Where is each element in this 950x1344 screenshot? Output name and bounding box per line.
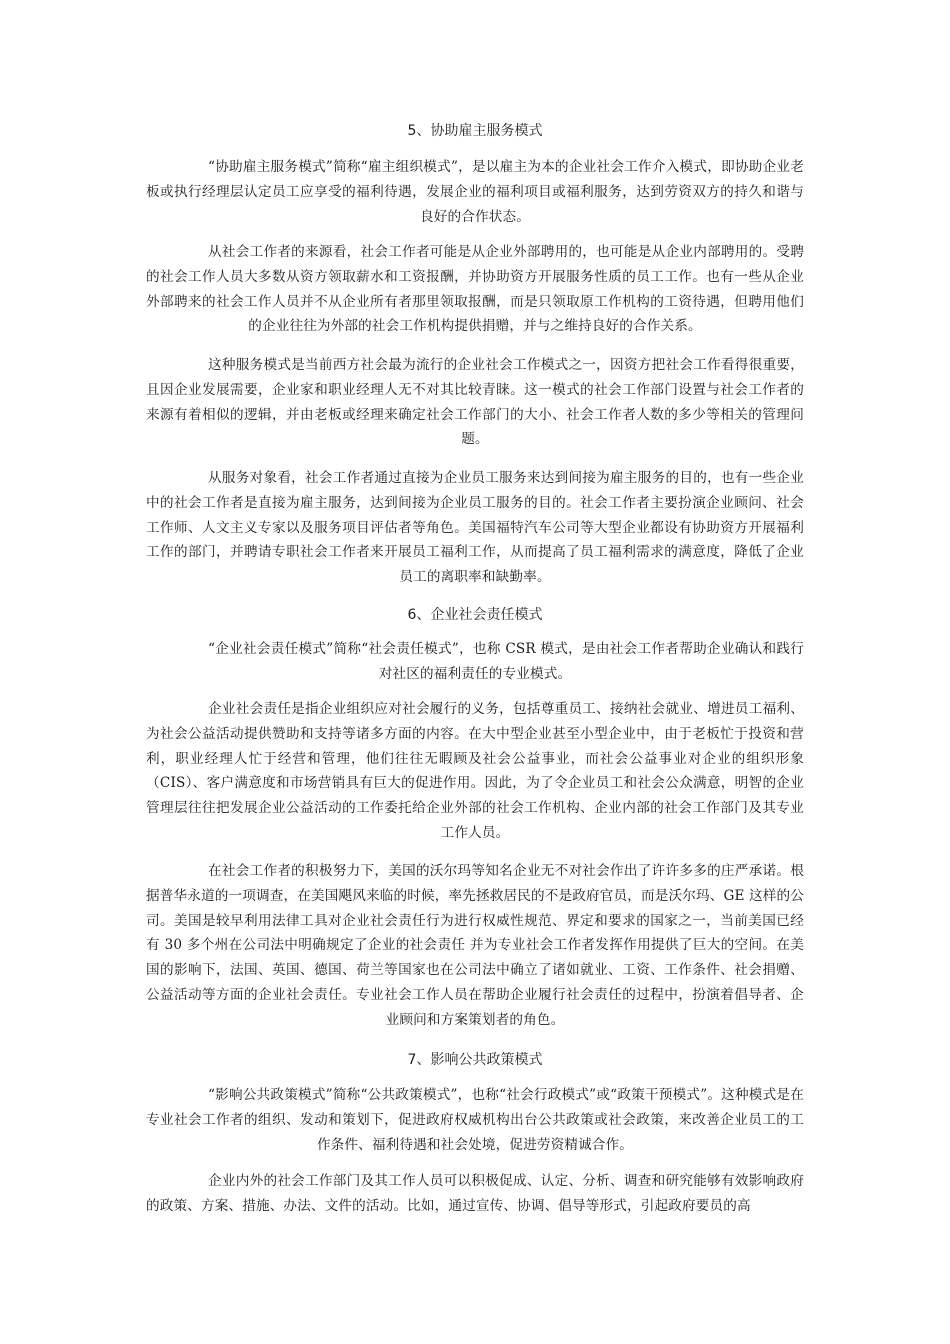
paragraph: 企业社会责任是指企业组织应对社会履行的义务，包括尊重员工、接纳社会就业、增进员工福利、为社会公益活动提供赞助和支持等诸多方面的内容。在大中型企业甚至小型企业中，由于老板忙于投资和营利，职业经理人忙于经营和管理，他们往往无暇顾及社会公益事业，而社会公益事业对企业的组织形象（CIS）、客户满意度和市场营销具有巨大的促进作用。因此，为了令企业员工和社会公众满意，明智的企业管理层往往把发展企业公益活动的工作委托给企业外部的社会工作机构、企业内部的社会工作部门及其专业工作人员。 [146, 701, 804, 841]
paragraph: “协助雇主服务模式”简称“雇主组织模式”，是以雇主为本的企业社会工作介入模式，即协助企业老板或执行经理层认定员工应享受的福利待遇，发展企业的福利项目或福利服务，达到劳资双方的持久和谐与良好的合作状态。 [146, 159, 804, 225]
paragraph: “影响公共政策模式”简称“公共政策模式”，也称“社会行政模式”或“政策干预模式”。这种模式是在专业社会工作者的组织、发动和策划下，促进政府权威机构出台公共政策或社会政策，来改善企业员工的工作条件、福利待遇和社会处境，促进劳资精诚合作。 [146, 1087, 804, 1153]
paragraph: 从服务对象看，社会工作者通过直接为企业员工服务来达到间接为雇主服务的目的，也有一些企业中的社会工作者是直接为雇主服务，达到间接为企业员工服务的目的。社会工作者主要扮演企业顾问、社会工作师、人文主义专家以及服务项目评估者等角色。美国福特汽车公司等大型企业都设有协助资方开展福利工作的部门，并聘请专职社会工作者来开展员工福利工作，从而提高了员工福利需求的满意度，降低了企业员工的离职率和缺勤率。 [146, 470, 804, 586]
section-heading-6: 6、企业社会责任模式 [407, 607, 543, 623]
paragraph: 企业内外的社会工作部门及其工作人员可以积极促成、认定、分析、调查和研究能够有效影响政府的政策、方案、措施、办法、文件的活动。比如，通过宣传、协调、倡导等形式，引起政府要员的高 [146, 1173, 804, 1214]
paragraph: 在社会工作者的积极努力下，美国的沃尔玛等知名企业无不对社会作出了许许多多的庄严承诺。根据普华永道的一项调查，在美国飓风来临的时候，率先拯救居民的不是政府官员，而是沃尔玛、GE 这样的公司。美国是较早利用法律工具对企业社会责任行为进行权威性规范、界定和要求的国家之一，当前美国已经有 30 多个州在公司法中明确规定了企业的社会责任 并为专业社会工作者发挥作用提供了巨大的空间。在美国的影响下，法国、英国、德国、荷兰等国家也在公司法中确立了诸如就业、工资、工作条件、社会捐赠、公益活动等方面的企业社会责任。专业社会工作人员在帮助企业履行社会责任的过程中，扮演着倡导者、企业顾问和方案策划者的角色。 [146, 863, 804, 1028]
paragraph: 从社会工作者的来源看，社会工作者可能是从企业外部聘用的，也可能是从企业内部聘用的。受聘的社会工作人员大多数从资方领取薪水和工资报酬，并协助资方开展服务性质的员工工作。也有一些从企业外部聘来的社会工作人员并不从企业所有者那里领取报酬，而是只领取原工作机构的工资待遇，但聘用他们的企业往往为外部的社会工作机构提供捐赠，并与之维持良好的合作关系。 [146, 244, 804, 335]
paragraph: “企业社会责任模式”简称“社会责任模式”，也称 CSR 模式，是由社会工作者帮助企业确认和践行对社区的福利责任的专业模式。 [208, 641, 804, 682]
section-heading-7: 7、影响公共政策模式 [407, 1052, 543, 1068]
paragraph: 这种服务模式是当前西方社会最为流行的企业社会工作模式之一，因资方把社会工作看得很重要，且因企业发展需要，企业家和职业经理人无不对其比较青睐。这一模式的社会工作部门设置与社会工作者的来源有着相似的逻辑，并由老板或经理来确定社会工作部门的大小、社会工作者人数的多少等相关的管理问题。 [146, 357, 804, 448]
section-heading-5: 5、协助雇主服务模式 [407, 123, 543, 139]
